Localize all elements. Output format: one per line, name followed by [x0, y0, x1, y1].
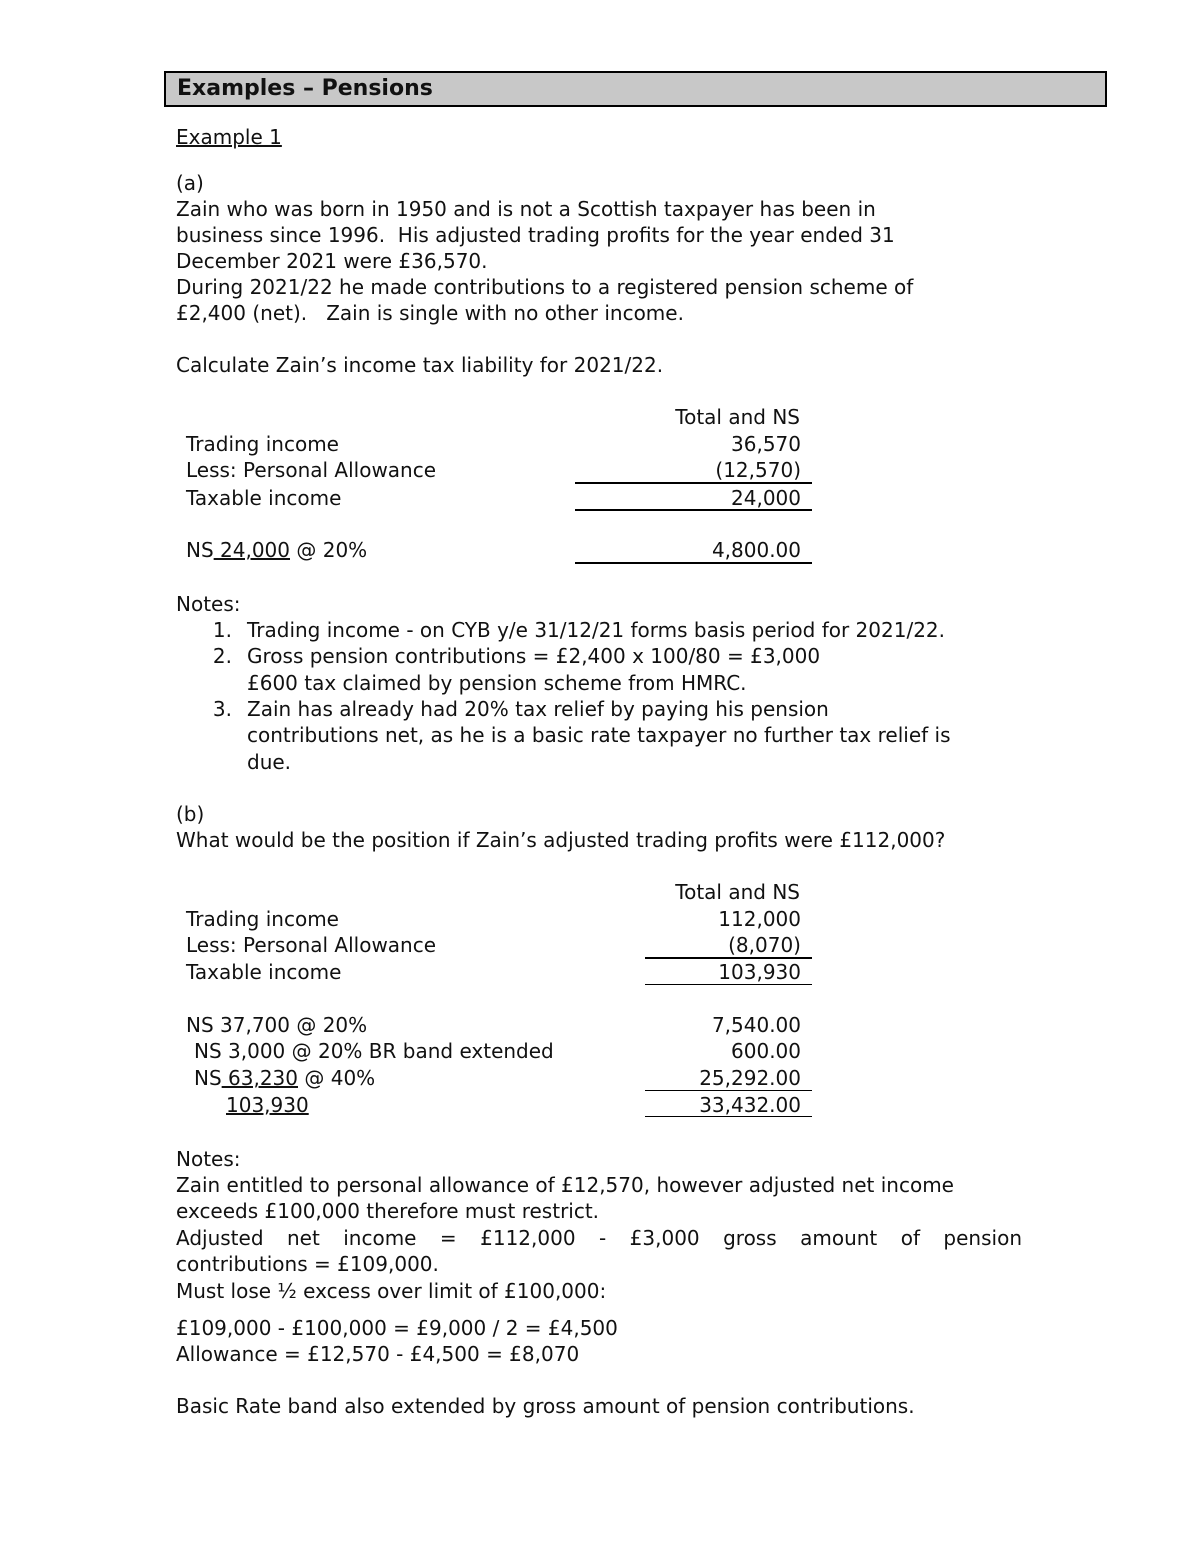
ns-row-value: 600.00 — [731, 1039, 801, 1063]
part-b-label: (b) — [176, 802, 205, 826]
note-number: 3. — [212, 697, 232, 721]
rule-line — [645, 984, 812, 985]
ns-calc-line — [186, 537, 367, 563]
column-header: Total and NS — [675, 880, 800, 904]
part-b-question: What would be the position if Zain’s adjusted trading profits were £112,000? — [176, 828, 946, 852]
page-title: Examples – Pensions — [177, 76, 433, 101]
rule-line — [575, 509, 812, 511]
note-number: 2. — [212, 644, 232, 668]
ns-amount: 63,230 — [221, 1066, 298, 1090]
row-value: 24,000 — [731, 486, 801, 510]
row-value: 112,000 — [718, 907, 801, 931]
note-line: Zain has already had 20% tax relief by paying his pension — [247, 697, 829, 721]
note-line: exceeds £100,000 therefore must restrict. — [176, 1199, 600, 1223]
note-line: due. — [247, 750, 292, 774]
example-heading: Example 1 — [176, 125, 282, 149]
row-label: Less: Personal Allowance — [186, 458, 437, 482]
part-a-question: Calculate Zain’s income tax liability for 2021/22. — [176, 353, 664, 377]
notes-title: Notes: — [176, 1147, 241, 1171]
row-label: Taxable income — [186, 960, 342, 984]
part-a-paragraph-line: December 2021 were £36,570. — [176, 249, 488, 273]
row-value: 36,570 — [731, 432, 801, 456]
row-value: (12,570) — [715, 458, 801, 482]
ns-row-value: 25,292.00 — [699, 1066, 801, 1090]
ns-row-value: 7,540.00 — [711, 1013, 801, 1037]
final-note: Basic Rate band also extended by gross amount of pension contributions. — [176, 1394, 915, 1418]
part-a-paragraph-line: During 2021/22 he made contributions to a registered pension scheme of — [176, 275, 914, 299]
note-line: Zain entitled to personal allowance of £12,570, however adjusted net income — [176, 1173, 954, 1197]
note-line: Must lose ½ excess over limit of £100,000: — [176, 1279, 607, 1303]
note-line: contributions = £109,000. — [176, 1252, 439, 1276]
rule-line — [575, 482, 812, 484]
note-line: Trading income - on CYB y/e 31/12/21 forms basis period for 2021/22. — [247, 618, 945, 642]
rule-line — [575, 562, 812, 564]
ns-row-label: NS 3,000 @ 20% BR band extended — [194, 1039, 554, 1063]
total-value: 33,432.00 — [699, 1093, 801, 1117]
ns-prefix: NS — [186, 538, 214, 562]
ns-row-label: NS 37,700 @ 20% — [186, 1013, 368, 1037]
note-line: Gross pension contributions = £2,400 x 100/80 = £3,000 — [247, 644, 821, 668]
total-amount: 103,930 — [226, 1093, 309, 1117]
calc-line: Allowance = £12,570 - £4,500 = £8,070 — [176, 1342, 580, 1366]
part-a-paragraph-line: business since 1996. His adjusted trading profits for the year ended 31 — [176, 223, 895, 247]
row-label: Trading income — [186, 907, 339, 931]
row-value: (8,070) — [728, 933, 801, 957]
ns-calc-line — [194, 1065, 375, 1091]
ns-amount: 24,000 — [213, 538, 290, 562]
column-header: Total and NS — [675, 405, 800, 429]
note-line: £600 tax claimed by pension scheme from HMRC. — [247, 671, 747, 695]
ns-rate: @ 20% — [290, 538, 368, 562]
row-label: Trading income — [186, 432, 339, 456]
calc-line: £109,000 - £100,000 = £9,000 / 2 = £4,500 — [176, 1316, 618, 1340]
part-a-paragraph-line: Zain who was born in 1950 and is not a Scottish taxpayer has been in — [176, 197, 876, 221]
row-label: Taxable income — [186, 486, 342, 510]
part-a-paragraph-line: £2,400 (net). Zain is single with no other income. — [176, 301, 684, 325]
note-line: Adjusted net income = £112,000 - £3,000 gross amount of pension — [176, 1226, 1022, 1250]
ns-rate: @ 40% — [298, 1066, 376, 1090]
row-label: Less: Personal Allowance — [186, 933, 437, 957]
note-line: contributions net, as he is a basic rate taxpayer no further tax relief is — [247, 723, 951, 747]
ns-value: 4,800.00 — [711, 538, 801, 562]
notes-title: Notes: — [176, 592, 241, 616]
part-a-label: (a) — [176, 171, 204, 195]
row-value: 103,930 — [718, 960, 801, 984]
ns-prefix: NS — [194, 1066, 222, 1090]
rule-line — [645, 1090, 812, 1091]
note-number: 1. — [212, 618, 232, 642]
rule-line — [645, 1116, 812, 1117]
